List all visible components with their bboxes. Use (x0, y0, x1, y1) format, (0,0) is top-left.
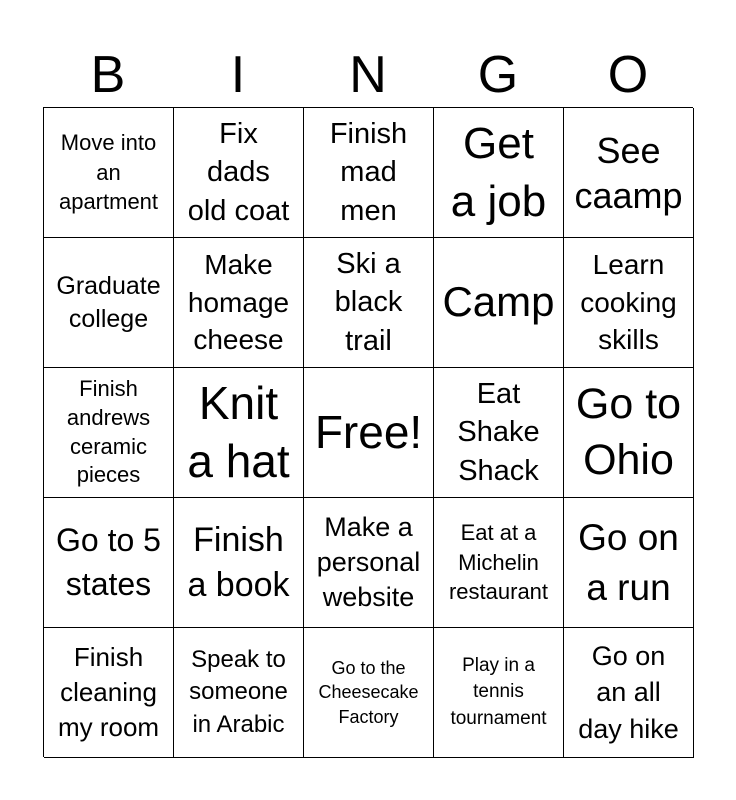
cell-text: Go to 5 states (56, 522, 161, 602)
header-letter-g: G (477, 46, 519, 104)
cell-text: Finish a book (187, 521, 290, 604)
cell-text: Finish cleaning my room (57, 641, 160, 743)
bingo-header (43, 44, 693, 106)
bingo-cell[interactable] (174, 368, 304, 498)
cell-text: Ski a black trail (334, 247, 403, 357)
cell-text: Finish andrews ceramic pieces (66, 376, 151, 488)
cell-text: Get a job (450, 119, 547, 226)
bingo-cell[interactable] (304, 498, 434, 628)
bingo-cell[interactable] (44, 628, 174, 758)
bingo-cell[interactable] (564, 108, 694, 238)
cell-text: Finish mad men (329, 117, 408, 227)
cell-text: Make homage cheese (187, 248, 290, 356)
cell-text: Go to the Cheesecake Factory (318, 658, 419, 727)
free-space-cell[interactable] (304, 368, 434, 498)
cell-text: Make a personal website (316, 511, 421, 613)
bingo-cell[interactable] (564, 498, 694, 628)
bingo-cell[interactable] (434, 498, 564, 628)
bingo-cell[interactable] (44, 238, 174, 368)
bingo-cell[interactable] (564, 238, 694, 368)
cell-text: Play in a tennis tournament (450, 654, 547, 729)
bingo-cell[interactable] (44, 498, 174, 628)
bingo-cell[interactable] (434, 238, 564, 368)
bingo-cell[interactable] (434, 628, 564, 758)
cell-text: Fix dads old coat (187, 117, 290, 227)
header-letter-b: B (90, 46, 126, 104)
bingo-cell[interactable] (44, 108, 174, 238)
bingo-cell[interactable] (44, 368, 174, 498)
cell-text: Move into an apartment (58, 129, 159, 215)
cell-text: Speak to someone in Arabic (189, 645, 288, 738)
cell-text: Learn cooking skills (580, 248, 677, 356)
cell-text: Eat at a Michelin restaurant (448, 519, 549, 605)
bingo-cell[interactable] (434, 108, 564, 238)
cell-text: See caamp (574, 129, 683, 216)
cell-text: Go on an all day hike (578, 640, 679, 744)
bingo-cell[interactable] (174, 238, 304, 368)
header-letter-o: O (607, 46, 649, 104)
cell-text: Camp (442, 278, 555, 326)
cell-text: Graduate college (56, 272, 161, 333)
bingo-cell[interactable] (174, 628, 304, 758)
cell-text: Free! (314, 405, 423, 458)
bingo-cell[interactable] (304, 628, 434, 758)
bingo-cell[interactable] (174, 108, 304, 238)
bingo-cell[interactable] (564, 628, 694, 758)
bingo-cell[interactable] (434, 368, 564, 498)
bingo-cell[interactable] (304, 238, 434, 368)
header-letter-i: I (230, 46, 246, 104)
bingo-board (43, 107, 693, 757)
bingo-cell[interactable] (174, 498, 304, 628)
bingo-cell[interactable] (304, 108, 434, 238)
cell-text: Eat Shake Shack (457, 377, 540, 487)
header-letter-n: N (349, 46, 387, 104)
bingo-cell[interactable] (564, 368, 694, 498)
cell-text: Go on a run (578, 516, 679, 608)
cell-text: Knit a hat (187, 377, 290, 487)
cell-text: Go to Ohio (575, 379, 682, 484)
